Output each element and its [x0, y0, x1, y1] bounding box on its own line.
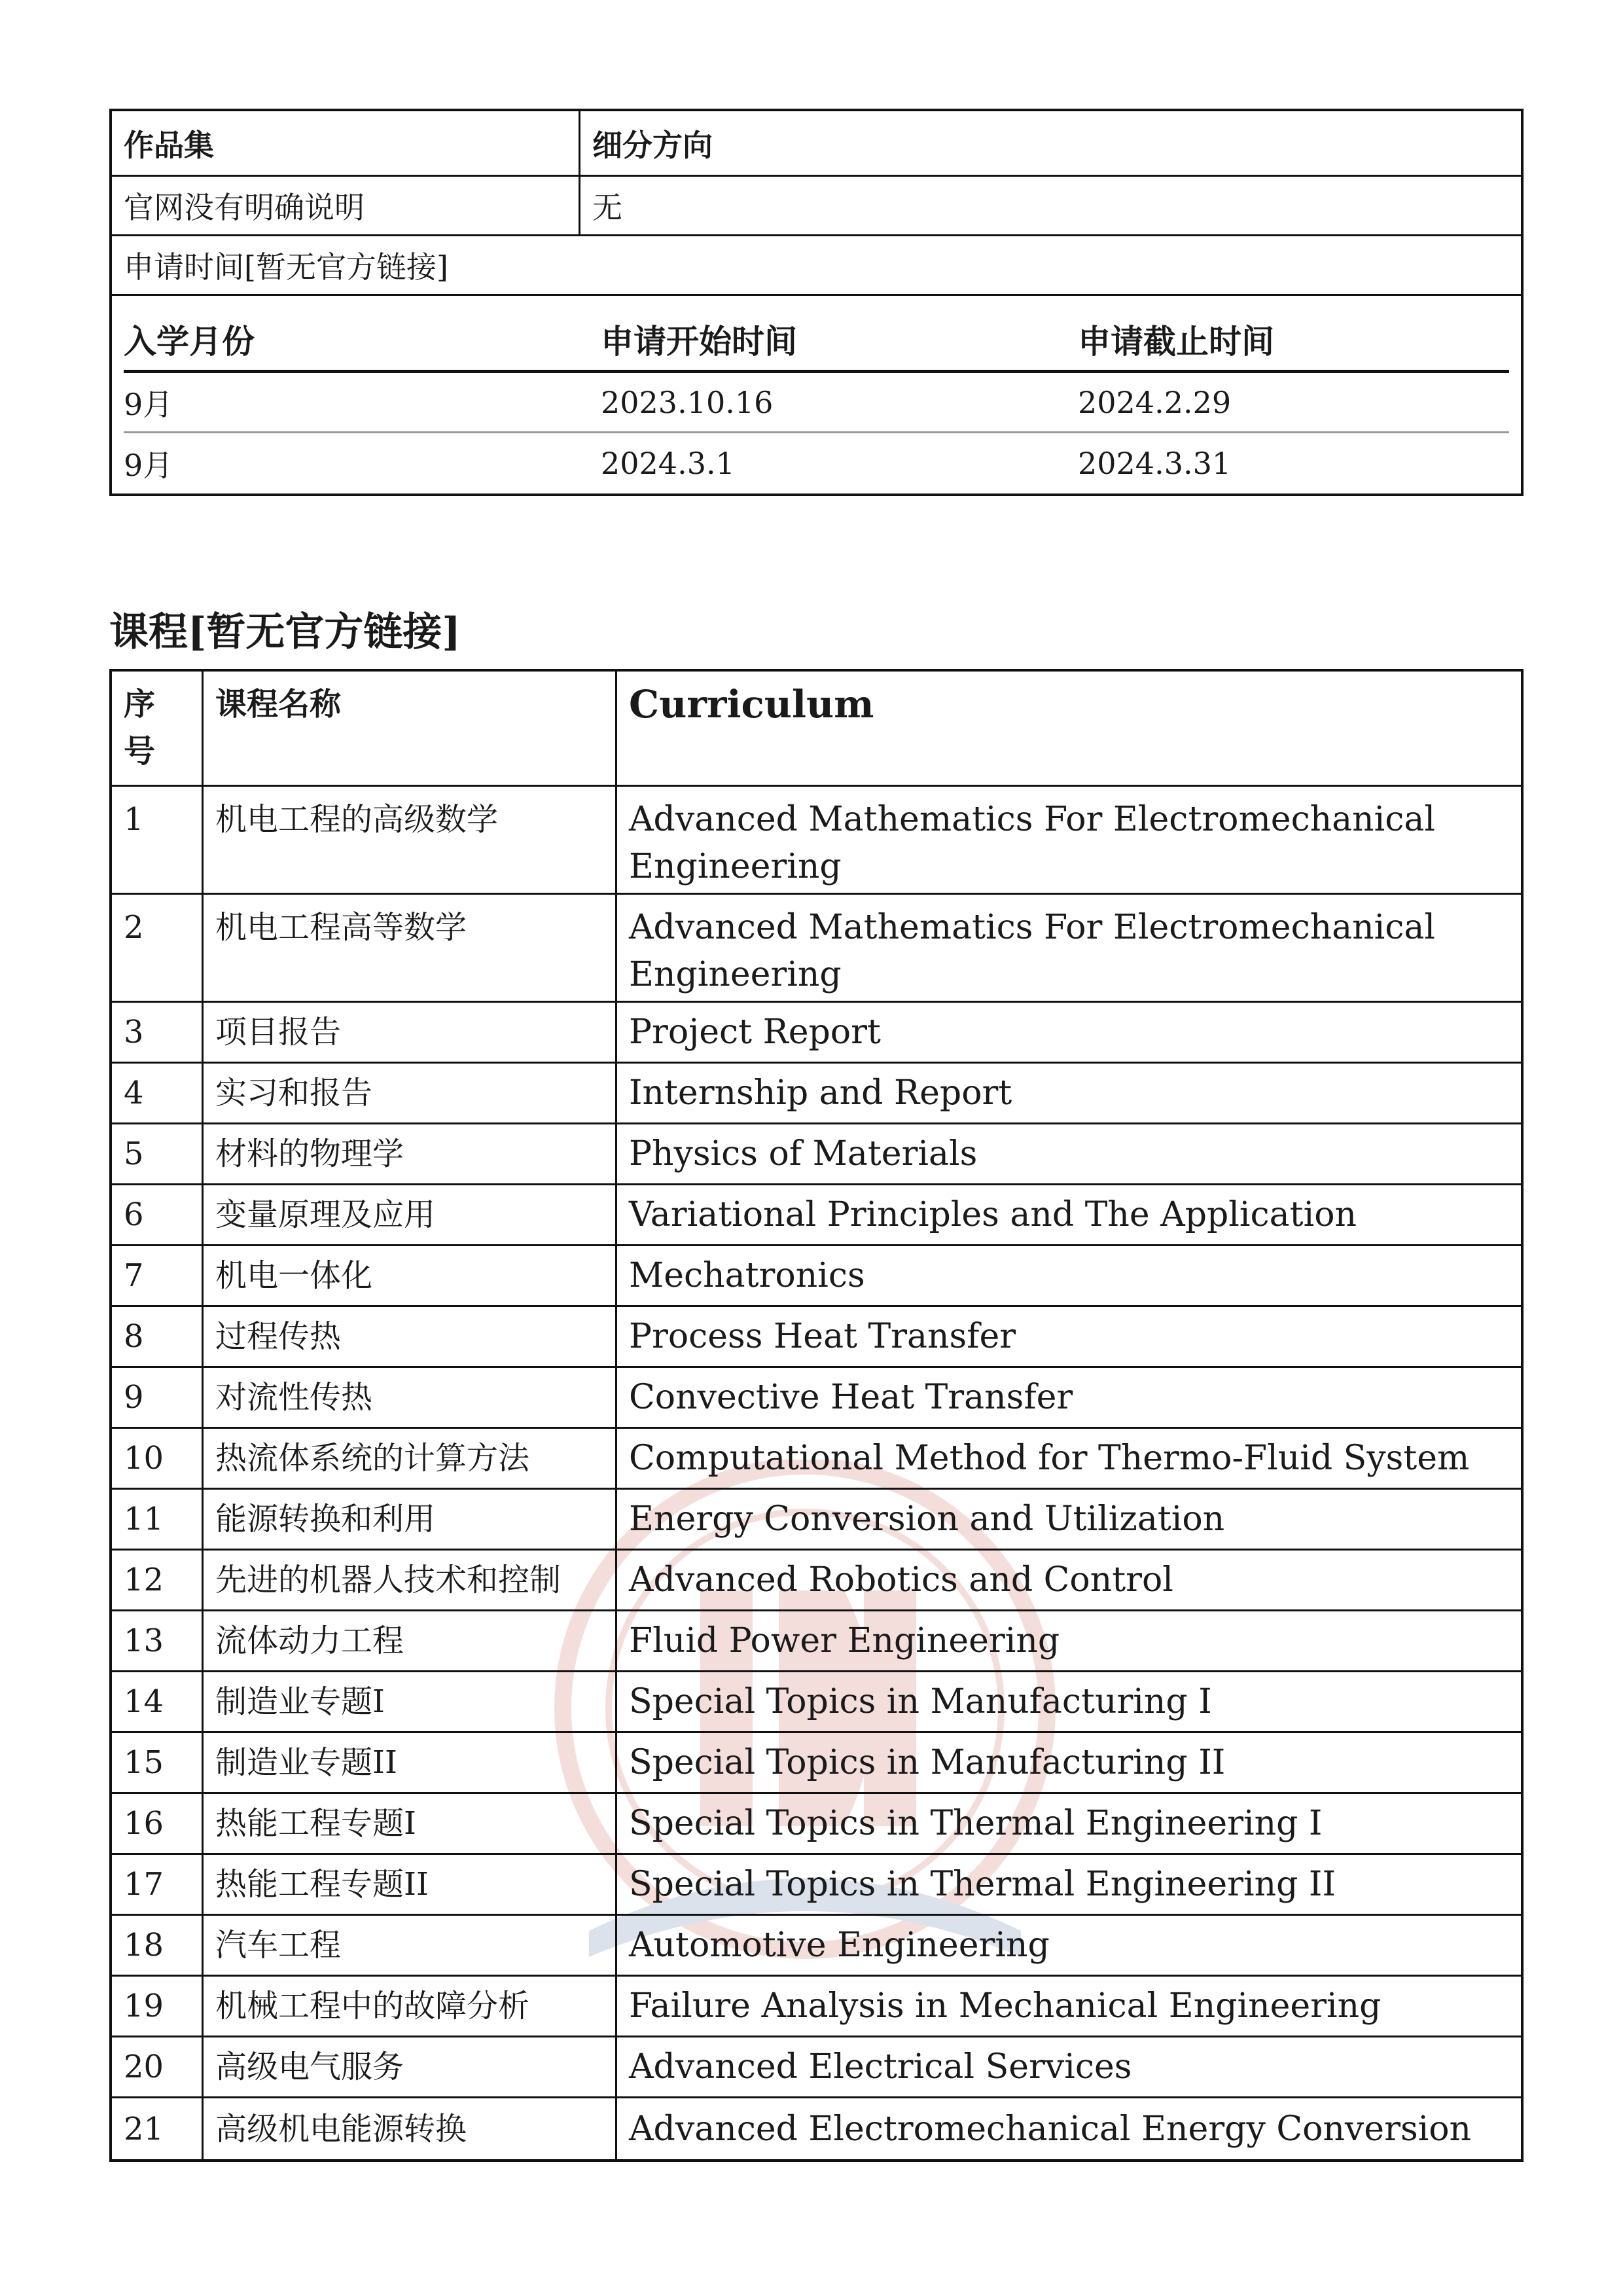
course-cn-cell: 材料的物理学 — [204, 1124, 617, 1183]
table-row — [112, 1733, 1521, 1794]
course-cn-cell: 机电一体化 — [204, 1246, 617, 1305]
intake-data-row — [124, 373, 1509, 433]
course-en-cell: Convective Heat Transfer — [629, 1378, 1073, 1417]
course-en-cell: Energy Conversion and Utilization — [629, 1499, 1225, 1539]
table-row — [112, 1003, 1521, 1064]
course-en-header: Curriculum — [629, 682, 874, 726]
application-info-table — [109, 109, 1524, 496]
table-row — [112, 1490, 1521, 1551]
course-header-row — [112, 672, 1521, 787]
table-row — [112, 1124, 1521, 1185]
table-row — [112, 1551, 1521, 1611]
table-row — [112, 1368, 1521, 1429]
intake-header-row — [124, 308, 1509, 373]
table-row — [112, 1611, 1521, 1672]
course-cn-cell: 先进的机器人技术和控制 — [204, 1551, 617, 1609]
course-cn-cell: 机电工程高等数学 — [204, 895, 617, 1001]
table-row — [112, 1977, 1521, 2037]
intake-table — [112, 296, 1521, 493]
course-en-cell: Special Topics in Thermal Engineering I — [629, 1804, 1323, 1843]
course-no-cell: 16 — [112, 1794, 204, 1853]
course-no-cell: 14 — [112, 1672, 204, 1731]
course-en-cell: Physics of Materials — [629, 1134, 978, 1174]
table-row — [112, 1429, 1521, 1490]
table-row — [112, 1916, 1521, 1977]
course-en-cell: Advanced Mathematics For Electromechanical Engineering — [629, 800, 1436, 886]
course-en-cell: Internship and Report — [629, 1073, 1012, 1113]
course-no-cell: 13 — [112, 1611, 204, 1670]
course-no-cell: 12 — [112, 1551, 204, 1609]
course-cn-cell: 制造业专题I — [204, 1672, 617, 1731]
intake-month: 9月 — [124, 386, 173, 422]
portfolio-label: 作品集 — [112, 111, 580, 175]
course-en-cell: Failure Analysis in Mechanical Engineering — [629, 1986, 1382, 2026]
course-no-cell: 3 — [112, 1003, 204, 1062]
application-time-title: 申请时间[暂无官方链接] — [124, 249, 448, 285]
course-en-cell: Automotive Engineering — [629, 1926, 1050, 1965]
course-cn-cell: 流体动力工程 — [204, 1611, 617, 1670]
course-cn-cell: 机电工程的高级数学 — [204, 787, 617, 893]
course-cn-cell: 热流体系统的计算方法 — [204, 1429, 617, 1488]
course-cn-cell: 高级机电能源转换 — [204, 2098, 617, 2159]
course-cn-cell: 热能工程专题I — [204, 1794, 617, 1853]
course-en-cell: Advanced Robotics and Control — [629, 1560, 1173, 1600]
intake-deadline: 2024.3.31 — [1078, 446, 1232, 481]
course-no-cell: 21 — [112, 2098, 204, 2159]
course-section-heading: 课程[暂无官方链接] — [109, 609, 461, 655]
course-cn-cell: 实习和报告 — [204, 1064, 617, 1122]
course-cn-cell: 汽车工程 — [204, 1916, 617, 1975]
course-no-cell: 9 — [112, 1368, 204, 1427]
course-no-cell: 17 — [112, 1855, 204, 1914]
intake-start-header: 申请开始时间 — [601, 321, 797, 361]
course-no-cell: 5 — [112, 1124, 204, 1183]
intake-start: 2024.3.1 — [601, 446, 735, 481]
course-cn-cell: 热能工程专题II — [204, 1855, 617, 1914]
table-row — [112, 1307, 1521, 1368]
course-no-cell: 11 — [112, 1490, 204, 1549]
course-en-cell: Mechatronics — [629, 1256, 865, 1295]
intake-deadline-header: 申请截止时间 — [1078, 321, 1274, 361]
intake-month: 9月 — [124, 448, 173, 483]
course-en-cell: Advanced Electrical Services — [629, 2047, 1132, 2087]
intake-row-container — [112, 296, 1521, 493]
course-en-cell: Special Topics in Manufacturing II — [629, 1743, 1226, 1782]
table-row — [112, 1794, 1521, 1855]
course-cn-cell: 制造业专题II — [204, 1733, 617, 1792]
course-no-cell: 4 — [112, 1064, 204, 1122]
subdirection-value: 无 — [592, 190, 622, 225]
course-no-header: 序 号 — [112, 672, 204, 785]
course-no-cell: 8 — [112, 1307, 204, 1366]
course-en-cell: Variational Principles and The Application — [629, 1195, 1357, 1234]
course-no-cell: 1 — [112, 787, 204, 893]
table-row — [112, 1672, 1521, 1733]
intake-month-header: 入学月份 — [124, 321, 255, 361]
intake-start: 2023.10.16 — [601, 384, 774, 420]
table-row — [112, 2037, 1521, 2098]
course-no-cell: 18 — [112, 1916, 204, 1975]
course-en-cell: Special Topics in Thermal Engineering II — [629, 1865, 1336, 1904]
course-en-cell: Process Heat Transfer — [629, 1317, 1016, 1356]
course-table — [109, 669, 1524, 2162]
course-en-cell: Computational Method for Thermo-Fluid System — [629, 1439, 1470, 1478]
intake-deadline: 2024.2.29 — [1078, 384, 1232, 420]
course-cn-cell: 能源转换和利用 — [204, 1490, 617, 1549]
table-row — [112, 895, 1521, 1003]
table-row — [112, 1855, 1521, 1916]
course-cn-cell: 机械工程中的故障分析 — [204, 1977, 617, 2036]
course-en-cell: Advanced Mathematics For Electromechanical Engineering — [629, 908, 1436, 994]
course-cn-cell: 对流性传热 — [204, 1368, 617, 1427]
info-value-row — [112, 177, 1521, 236]
course-en-cell: Special Topics in Manufacturing I — [629, 1682, 1212, 1721]
course-en-cell: Advanced Electromechanical Energy Conversion — [629, 2109, 1472, 2149]
course-no-cell: 19 — [112, 1977, 204, 2036]
table-row — [112, 2098, 1521, 2159]
course-no-cell: 20 — [112, 2037, 204, 2096]
application-time-row — [112, 236, 1521, 296]
course-no-cell: 10 — [112, 1429, 204, 1488]
course-cn-header: 课程名称 — [204, 672, 617, 785]
info-header-row — [112, 111, 1521, 177]
intake-data-row — [124, 433, 1509, 493]
table-row — [112, 1064, 1521, 1124]
course-en-cell: Fluid Power Engineering — [629, 1621, 1060, 1660]
course-cn-cell: 过程传热 — [204, 1307, 617, 1366]
course-en-cell: Project Report — [629, 1013, 881, 1052]
table-row — [112, 787, 1521, 895]
portfolio-value: 官网没有明确说明 — [112, 177, 580, 234]
subdirection-label: 细分方向 — [592, 127, 713, 163]
course-no-cell: 2 — [112, 895, 204, 1001]
table-row — [112, 1185, 1521, 1246]
course-no-cell: 6 — [112, 1185, 204, 1244]
course-cn-cell: 高级电气服务 — [204, 2037, 617, 2096]
course-no-cell: 15 — [112, 1733, 204, 1792]
table-row — [112, 1246, 1521, 1307]
course-no-cell: 7 — [112, 1246, 204, 1305]
course-cn-cell: 变量原理及应用 — [204, 1185, 617, 1244]
course-cn-cell: 项目报告 — [204, 1003, 617, 1062]
